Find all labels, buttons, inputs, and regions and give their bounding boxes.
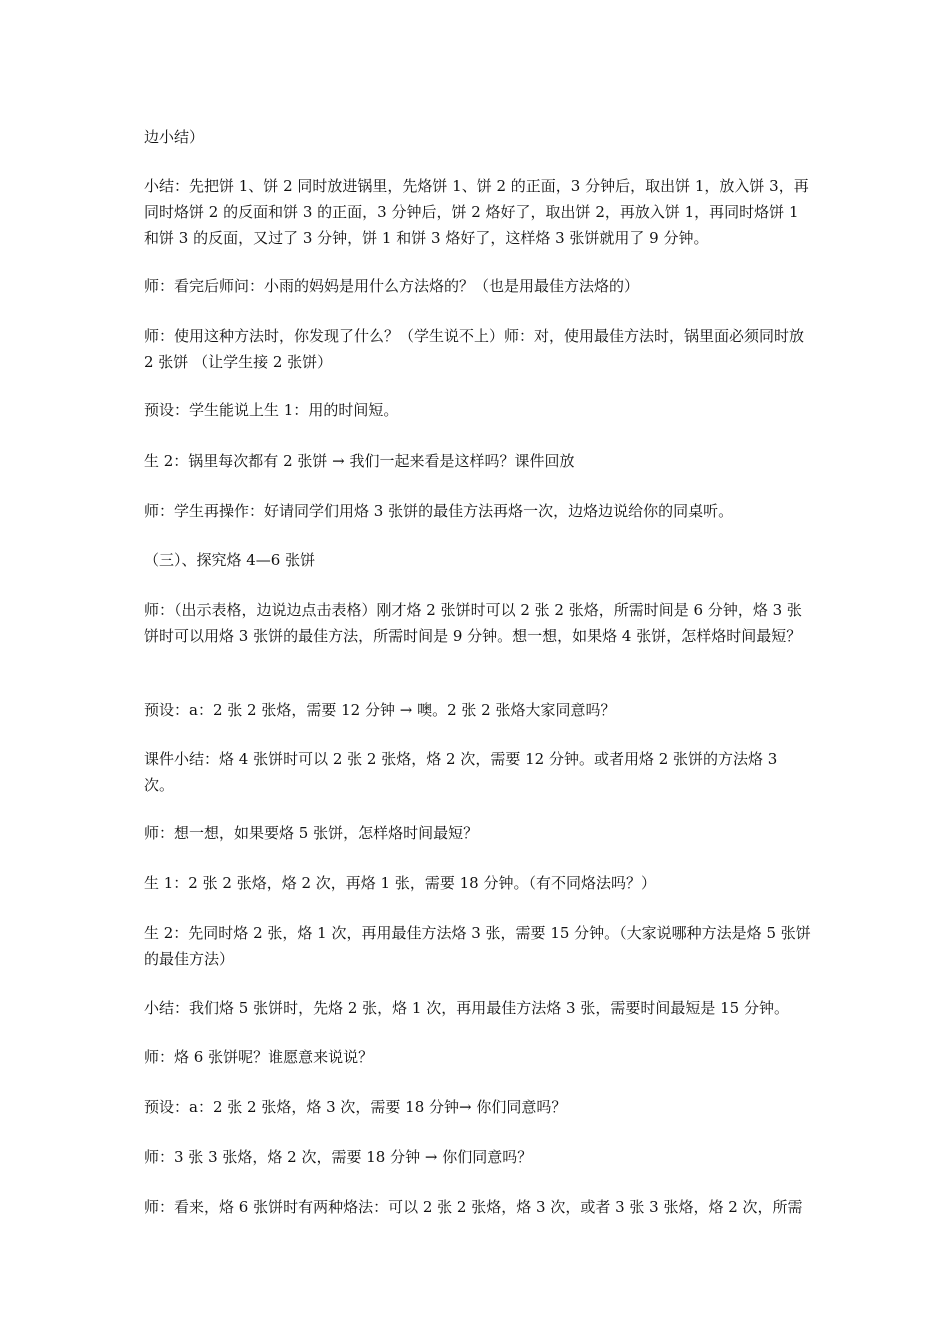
paragraph-3: 师：看完后师问：小雨的妈妈是用什么方法烙的？（也是用最佳方法烙的） xyxy=(144,277,640,295)
paragraph-4: 师：使用这种方法时，你发现了什么？（学生说不上）师：对，使用最佳方法时，锅里面必须同时放 2 张饼 （让学生接 2 张饼） xyxy=(144,327,805,371)
paragraph-15: 小结：我们烙 5 张饼时，先烙 2 张，烙 1 次，再用最佳方法烙 3 张，需要时间最短是 15 分钟。 xyxy=(144,999,789,1017)
paragraph-5: 预设：学生能说上生 1：用的时间短。 xyxy=(144,401,399,419)
paragraph-17: 预设：a：2 张 2 张烙，烙 3 次，需要 18 分钟→ 你们同意吗？ xyxy=(144,1098,567,1116)
paragraph-16: 师：烙 6 张饼呢？谁愿意来说说？ xyxy=(144,1048,374,1066)
paragraph-11: 课件小结：烙 4 张饼时可以 2 张 2 张烙，烙 2 次，需要 12 分钟。或者用烙 2 张饼的方法烙 3 次。 xyxy=(144,750,778,794)
paragraph-14: 生 2：先同时烙 2 张，烙 1 次，再用最佳方法烙 3 张，需要 15 分钟。（大家说哪种方法是烙 5 张饼的最佳方法） xyxy=(144,924,811,968)
paragraph-7: 师：学生再操作：好请同学们用烙 3 张饼的最佳方法再烙一次，边烙边说给你的同桌听。 xyxy=(144,502,734,520)
paragraph-2: 小结：先把饼 1、饼 2 同时放进锅里，先烙饼 1、饼 2 的正面，3 分钟后，取出饼 1，放入饼 3，再同时烙饼 2 的反面和饼 3 的正面，3 分钟后，饼 2 烙好了，取出饼 2，再放入饼 1，再同时烙饼 1 和饼 3 的反面，又过了 3 分钟，饼 1 和饼 3 烙好了，这样烙 3 张饼就用了 9 分钟。 xyxy=(144,177,809,247)
paragraph-6: 生 2：锅里每次都有 2 张饼 → 我们一起来看是这样吗？课件回放 xyxy=(144,452,575,470)
paragraph-1: 边小结） xyxy=(144,128,205,146)
paragraph-12: 师：想一想，如果要烙 5 张饼，怎样烙时间最短？ xyxy=(144,824,479,842)
paragraph-13: 生 1：2 张 2 张烙，烙 2 次，再烙 1 张，需要 18 分钟。（有不同烙法吗？） xyxy=(144,874,656,892)
paragraph-19: 师：看来，烙 6 张饼时有两种烙法：可以 2 张 2 张烙，烙 3 次，或者 3 张 3 张烙，烙 2 次，所需 xyxy=(144,1198,803,1216)
paragraph-10: 预设：a：2 张 2 张烙，需要 12 分钟 → 噢。2 张 2 张烙大家同意吗？ xyxy=(144,701,616,719)
paragraph-18: 师：3 张 3 张烙，烙 2 次，需要 18 分钟 → 你们同意吗？ xyxy=(144,1148,533,1166)
paragraph-9: 师：（出示表格，边说边点击表格）刚才烙 2 张饼时可以 2 张 2 张烙，所需时间是 6 分钟，烙 3 张饼时可以用烙 3 张饼的最佳方法，所需时间是 9 分钟。想一想，如果烙 4 张饼，怎样烙时间最短？ xyxy=(144,601,802,645)
section-heading: （三）、探究烙 4—6 张饼 xyxy=(144,551,316,569)
